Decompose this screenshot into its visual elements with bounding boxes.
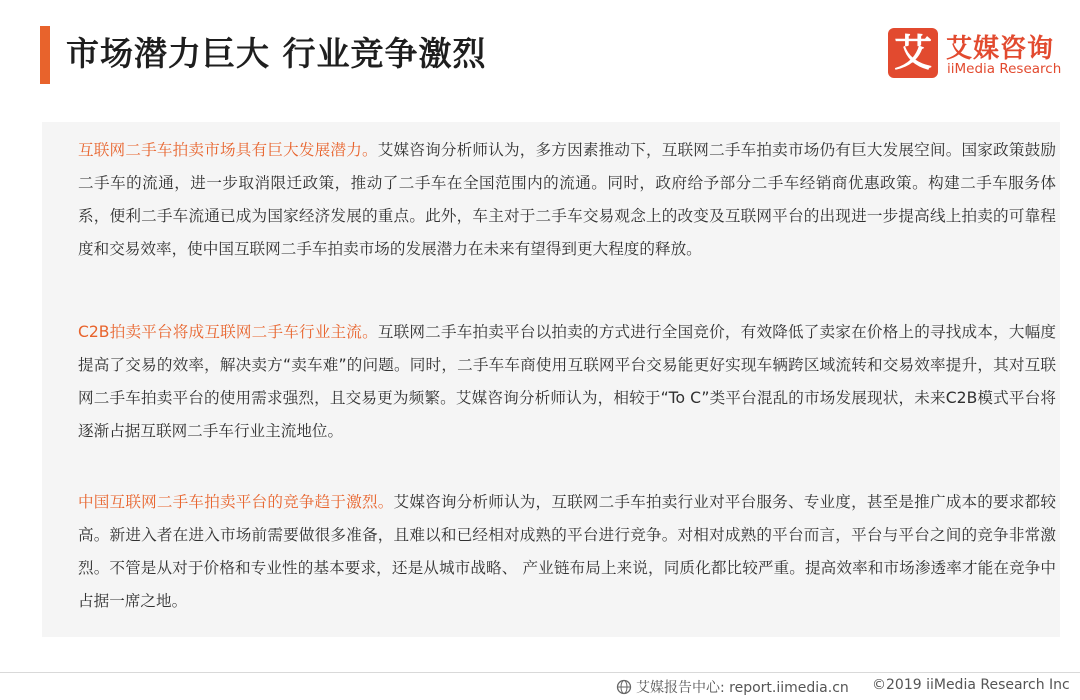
footer xyxy=(0,672,1080,700)
content-panel xyxy=(42,122,1060,637)
paragraph-body: 艾媒咨询分析师认为，互联网二手车拍卖行业对平台服务、专业度，甚至是推广成本的要求都较高。新进入者在进入市场前需要做很多准备，且难以和已经相对成熟的平台进行竞争。对相对成熟的平台而言，平台与平台之间的竞争非常激烈。不管是从对于价格和专业性的基本要求，还是从城市战略、 产业链布局上来说，同质化都比较严重。提高效率和市场渗透率才能在竞争中占据一席之地。 xyxy=(78,493,1056,610)
iimedia-logo xyxy=(888,28,1063,82)
title-accent-bar xyxy=(40,26,50,84)
footer-source: 艾媒报告中心: report.iimedia.cn xyxy=(636,680,849,696)
paragraph-competition xyxy=(78,486,1056,618)
paragraph-body: 艾媒咨询分析师认为，多方因素推动下，互联网二手车拍卖市场仍有巨大发展空间。国家政策鼓励二手车的流通，进一步取消限迁政策，推动了二手车在全国范围内的流通。同时，政府给予部分二手车经销商优惠政策。构建二手车服务体系，便利二手车流通已成为国家经济发展的重点。此外，车主对于二手车交易观念上的改变及互联网平台的出现进一步提高线上拍卖的可靠程度和交易效率，使中国互联网二手车拍卖市场的发展潜力在未来有望得到更大程度的释放。 xyxy=(78,141,1056,258)
paragraph-lead: C2B拍卖平台将成互联网二手车行业主流。 xyxy=(78,323,378,341)
footer-divider xyxy=(0,672,1080,673)
paragraph-lead: 中国互联网二手车拍卖平台的竞争趋于激烈。 xyxy=(78,493,394,511)
logo-name-en: iiMedia Research xyxy=(947,61,1062,77)
globe-icon xyxy=(616,679,632,695)
logo-name-cn: 艾媒咨询 xyxy=(946,34,1055,64)
paragraph-market-potential xyxy=(78,134,1056,266)
paragraph-body: 互联网二手车拍卖平台以拍卖的方式进行全国竞价，有效降低了卖家在价格上的寻找成本，大幅度提高了交易的效率，解决卖方“卖车难”的问题。同时，二手车车商使用互联网平台交易能更好实现车辆跨区域流转和交易效率提升，其对互联网二手车拍卖平台的使用需求强烈，且交易更为频繁。艾媒咨询分析师认为，相较于“To C”类平台混乱的市场发展现状，未来C2B模式平台将逐渐占据互联网二手车行业主流地位。 xyxy=(78,323,1056,440)
footer-copyright: ©2019 iiMedia Research Inc xyxy=(872,677,1070,693)
paragraph-c2b-mainstream xyxy=(78,316,1056,448)
logo-mark-icon: 艾 xyxy=(888,28,938,78)
paragraph-lead: 互联网二手车拍卖市场具有巨大发展潜力。 xyxy=(78,141,378,159)
page-title: 市场潜力巨大 行业竞争激烈 xyxy=(66,34,487,73)
